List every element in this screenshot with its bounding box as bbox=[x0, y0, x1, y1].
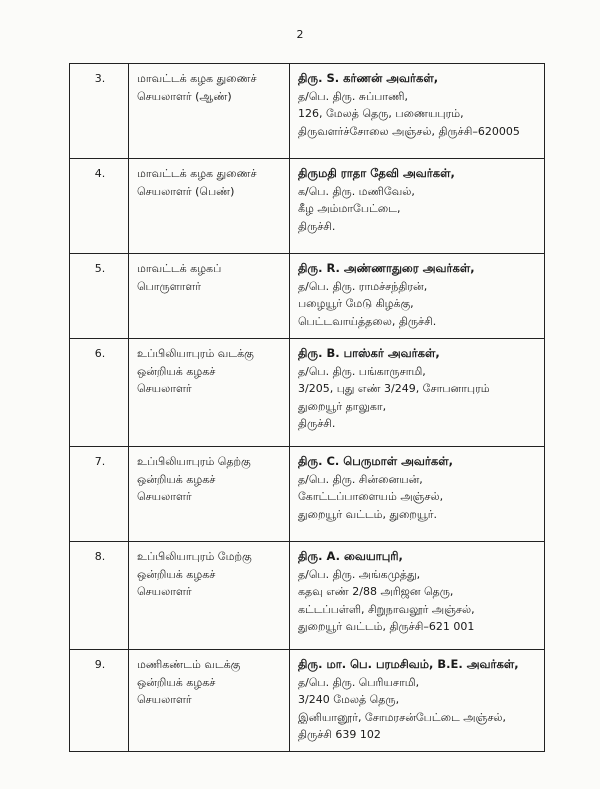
post-title-line: செயலாளர் bbox=[137, 490, 192, 503]
post-title bbox=[129, 447, 290, 542]
post-title-line: செயலாளர் bbox=[137, 382, 192, 395]
address-line: துறையூர் வட்டம், துறையூர். bbox=[298, 507, 438, 521]
address-line: திருச்சி. bbox=[298, 417, 336, 430]
table-row bbox=[70, 64, 545, 159]
name-and-address bbox=[290, 254, 545, 339]
member-name: திரு. B. பாஸ்கர் அவர்கள், bbox=[298, 346, 440, 360]
address-line: துறையூர் வட்டம், திருச்சி–621 001 bbox=[298, 620, 475, 633]
post-title bbox=[129, 542, 290, 650]
office-bearers-table bbox=[69, 63, 545, 752]
post-title-line: மணிகண்டம் வடக்கு bbox=[137, 658, 241, 671]
address-line: த/பெ. திரு. பெரியசாமி, bbox=[298, 675, 420, 689]
post-title-line: செயலாளர் bbox=[137, 585, 192, 598]
post-title-line: மாவட்டக் கழக துணைச் bbox=[137, 72, 257, 85]
address-line: கட்டப்பள்ளி, சிறுநாவலூர் அஞ்சல், bbox=[298, 602, 475, 616]
name-and-address bbox=[290, 339, 545, 447]
address-line: க/பெ. திரு. மணிவேல், bbox=[298, 184, 415, 198]
address-line: கோட்டப்பாளையம் அஞ்சல், bbox=[298, 490, 444, 503]
post-title-line: உப்பிலியாபுரம் தெற்கு bbox=[137, 455, 251, 468]
post-title-line: செயலாளர் bbox=[137, 693, 192, 706]
table-row bbox=[70, 650, 545, 752]
address-line: 3/205, புது எண் 3/249, சோபனாபுரம் bbox=[298, 382, 490, 395]
table-row bbox=[70, 339, 545, 447]
address-line: த/பெ. திரு. சுப்பாணி, bbox=[298, 89, 408, 103]
name-and-address bbox=[290, 542, 545, 650]
post-title-line: ஒன்றியக் கழகச் bbox=[137, 675, 216, 689]
post-title bbox=[129, 254, 290, 339]
post-title-line: பொருளாளர் bbox=[137, 279, 202, 293]
member-name: திரு. C. பெருமாள் அவர்கள், bbox=[298, 454, 453, 468]
post-title-line: செயலாளர் (ஆண்) bbox=[137, 89, 232, 103]
post-title-line: உப்பிலியாபுரம் வடக்கு bbox=[137, 347, 254, 360]
serial-number: 9. bbox=[70, 650, 129, 752]
address-line: பெட்டவாய்த்தலை, திருச்சி. bbox=[298, 314, 437, 328]
serial-number: 6. bbox=[70, 339, 129, 447]
name-and-address bbox=[290, 64, 545, 159]
post-title-line: மாவட்டக் கழக துணைச் bbox=[137, 167, 257, 180]
name-and-address bbox=[290, 447, 545, 542]
serial-number: 5. bbox=[70, 254, 129, 339]
serial-number: 4. bbox=[70, 159, 129, 254]
address-line: திருவளர்ச்சோலை அஞ்சல், திருச்சி–620005 bbox=[298, 124, 520, 138]
post-title bbox=[129, 64, 290, 159]
member-name: திரு. S. கர்ணன் அவர்கள், bbox=[298, 71, 439, 85]
table-row bbox=[70, 447, 545, 542]
serial-number: 8. bbox=[70, 542, 129, 650]
member-name: திரு. R. அண்ணாதுரை அவர்கள், bbox=[298, 261, 475, 275]
address-line: த/பெ. திரு. சின்னையன், bbox=[298, 472, 423, 486]
address-line: பழையூர் மேடு கிழக்கு, bbox=[298, 297, 414, 310]
address-line: த/பெ. திரு. அங்கமுத்து, bbox=[298, 567, 421, 581]
post-title bbox=[129, 339, 290, 447]
post-title-line: ஒன்றியக் கழகச் bbox=[137, 364, 216, 378]
address-line: திருச்சி 639 102 bbox=[298, 728, 381, 741]
address-line: 3/240 மேலத் தெரு, bbox=[298, 693, 400, 706]
address-line: இனியானூர், சோமரசன்பேட்டை அஞ்சல், bbox=[298, 710, 507, 724]
table-row bbox=[70, 542, 545, 650]
serial-number: 3. bbox=[70, 64, 129, 159]
address-line: த/பெ. திரு. ராமச்சந்திரன், bbox=[298, 279, 428, 293]
post-title-line: செயலாளர் (பெண்) bbox=[137, 184, 235, 198]
table-row bbox=[70, 254, 545, 339]
post-title-line: ஒன்றியக் கழகச் bbox=[137, 472, 216, 486]
member-name: திருமதி ராதா தேவி அவர்கள், bbox=[298, 166, 455, 180]
address-line: கீழ அம்மாபேட்டை, bbox=[298, 202, 401, 215]
member-name: திரு. A. வையாபுரி, bbox=[298, 549, 403, 563]
address-line: 126, மேலத் தெரு, பணையபுரம், bbox=[298, 107, 464, 120]
address-line: திருச்சி. bbox=[298, 219, 336, 233]
post-title bbox=[129, 650, 290, 752]
address-line: துறையூர் தாலுகா, bbox=[298, 399, 387, 413]
member-name: திரு. மா. பெ. பரமசிவம், B.E. அவர்கள், bbox=[298, 657, 519, 671]
table-row bbox=[70, 159, 545, 254]
name-and-address bbox=[290, 159, 545, 254]
address-line: த/பெ. திரு. பங்காருசாமி, bbox=[298, 364, 426, 378]
post-title-line: உப்பிலியாபுரம் மேற்கு bbox=[137, 550, 252, 563]
post-title bbox=[129, 159, 290, 254]
table-body bbox=[70, 64, 545, 752]
name-and-address bbox=[290, 650, 545, 752]
address-line: கதவு எண் 2/88 அரிஜன தெரு, bbox=[298, 585, 454, 598]
serial-number: 7. bbox=[70, 447, 129, 542]
page-number: 2 bbox=[296, 28, 304, 41]
post-title-line: மாவட்டக் கழகப் bbox=[137, 262, 222, 275]
post-title-line: ஒன்றியக் கழகச் bbox=[137, 567, 216, 581]
